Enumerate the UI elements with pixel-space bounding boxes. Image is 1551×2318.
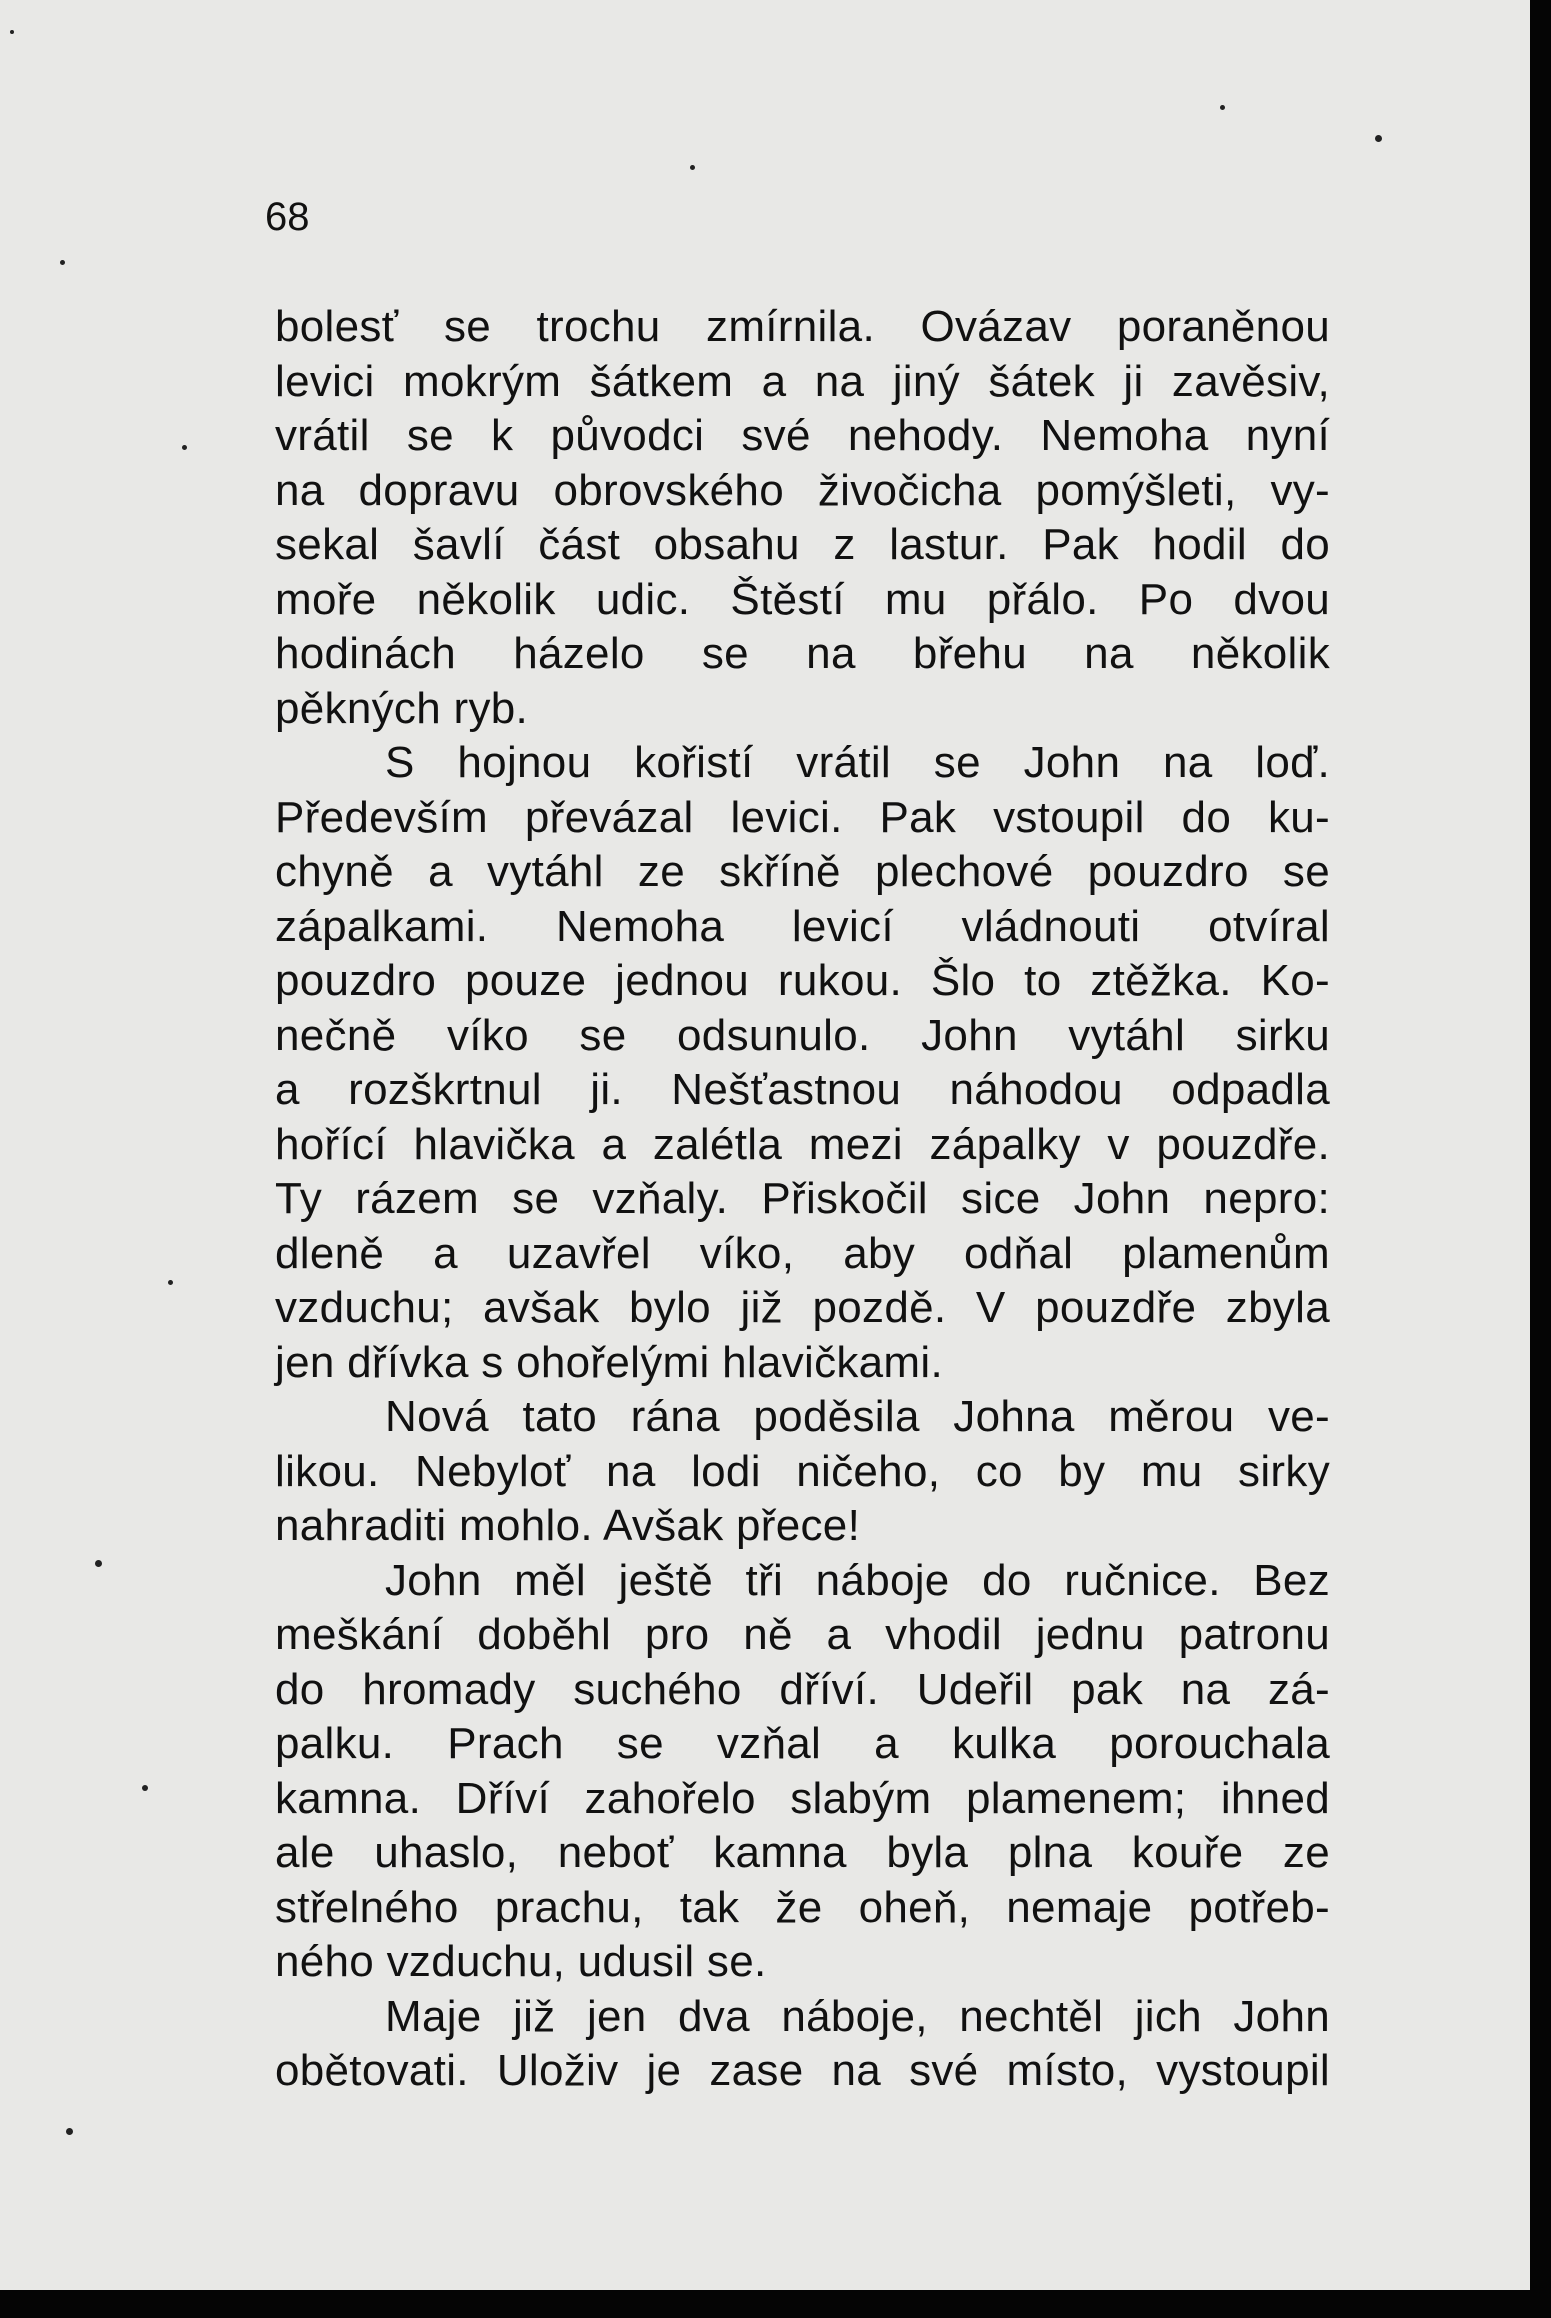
text-line: hořící hlavička a zalétla mezi zápalky v pouzdře. bbox=[275, 1119, 1330, 1169]
paragraph bbox=[275, 1554, 1330, 1936]
paragraph-end bbox=[275, 682, 1330, 737]
body-text bbox=[275, 300, 1330, 2099]
text-line: pouzdro pouze jednou rukou. Šlo to ztěžka. Ko- bbox=[275, 956, 1330, 1005]
text-line: nahraditi mohlo. Avšak přece! bbox=[275, 1501, 861, 1550]
text-line: Především převázal levici. Pak vstoupil do ku- bbox=[275, 792, 1330, 842]
text-line: Nová tato rána poděsila Johna měrou ve- bbox=[385, 1392, 1330, 1441]
paragraph-end bbox=[275, 1499, 1330, 1554]
paper-speck bbox=[182, 445, 187, 450]
scan-border-bottom bbox=[0, 2290, 1551, 2318]
paper-speck bbox=[10, 30, 14, 34]
text-line: Ty rázem se vzňaly. Přiskočil sice John nepro: bbox=[275, 1174, 1330, 1223]
text-line: do hromady suchého dříví. Udeřil pak na zá- bbox=[275, 1664, 1330, 1714]
paragraph bbox=[275, 736, 1330, 1336]
paragraph-end bbox=[275, 1935, 1330, 1990]
text-line: ale uhaslo, neboť kamna byla plna kouře ze bbox=[275, 1828, 1330, 1877]
text-line: sekal šavlí část obsahu z lastur. Pak hodil do bbox=[275, 520, 1330, 569]
text-line: moře několik udic. Štěstí mu přálo. Po dvou bbox=[275, 574, 1330, 624]
text-line: zápalkami. Nemoha levicí vládnouti otvíral bbox=[275, 901, 1330, 951]
paper-speck bbox=[1375, 135, 1382, 142]
paper-speck bbox=[1220, 105, 1225, 110]
paper-speck bbox=[690, 165, 695, 170]
text-line: na dopravu obrovského živočicha pomýšleti, vy- bbox=[275, 465, 1330, 515]
paragraph bbox=[275, 1390, 1330, 1499]
text-line: pěkných ryb. bbox=[275, 683, 529, 733]
text-line: Maje již jen dva náboje, nechtěl jich John bbox=[385, 1991, 1330, 2041]
text-line: John měl ještě tři náboje do ručnice. Bez bbox=[385, 1555, 1330, 1605]
text-line: bolesť se trochu zmírnila. Ovázav poraněnou bbox=[275, 302, 1330, 351]
text-line: chyně a vytáhl ze skříně plechové pouzdro se bbox=[275, 847, 1330, 896]
scan-border-right bbox=[1530, 0, 1551, 2318]
page-number: 68 bbox=[265, 195, 310, 239]
paper-speck bbox=[95, 1560, 102, 1567]
text-line: levici mokrým šátkem a na jiný šátek ji zavěsiv, bbox=[275, 356, 1330, 406]
text-line: hodinách házelo se na břehu na několik bbox=[275, 629, 1330, 678]
text-line: dleně a uzavřel víko, aby odňal plamenům bbox=[275, 1228, 1330, 1278]
text-line: meškání doběhl pro ně a vhodil jednu patronu bbox=[275, 1610, 1330, 1659]
text-line: vzduchu; avšak bylo již pozdě. V pouzdře zbyla bbox=[275, 1283, 1330, 1332]
text-line: S hojnou kořistí vrátil se John na loď. bbox=[385, 738, 1330, 787]
text-line: vrátil se k původci své nehody. Nemoha nyní bbox=[275, 411, 1330, 460]
text-line: jen dřívka s ohořelými hlavičkami. bbox=[275, 1337, 943, 1387]
paper-speck bbox=[66, 2128, 73, 2135]
text-line: nečně víko se odsunulo. John vytáhl sirku bbox=[275, 1010, 1330, 1060]
text-line: likou. Nebyloť na lodi ničeho, co by mu sirky bbox=[275, 1446, 1330, 1496]
paper-speck bbox=[142, 1785, 148, 1791]
paragraph bbox=[275, 300, 1330, 682]
text-line: kamna. Dříví zahořelo slabým plamenem; ihned bbox=[275, 1773, 1330, 1823]
paper-speck bbox=[168, 1280, 173, 1285]
text-line: palku. Prach se vzňal a kulka porouchala bbox=[275, 1719, 1330, 1768]
paper-speck bbox=[60, 260, 65, 265]
text-line: obětovati. Uloživ je zase na své místo, vystoupil bbox=[275, 2046, 1330, 2095]
text-line: střelného prachu, tak že oheň, nemaje potřeb- bbox=[275, 1882, 1330, 1932]
text-line: ného vzduchu, udusil se. bbox=[275, 1937, 767, 1986]
text-line: a rozškrtnul ji. Nešťastnou náhodou odpadla bbox=[275, 1065, 1330, 1114]
paragraph-end bbox=[275, 1336, 1330, 1391]
paragraph bbox=[275, 1990, 1330, 2099]
